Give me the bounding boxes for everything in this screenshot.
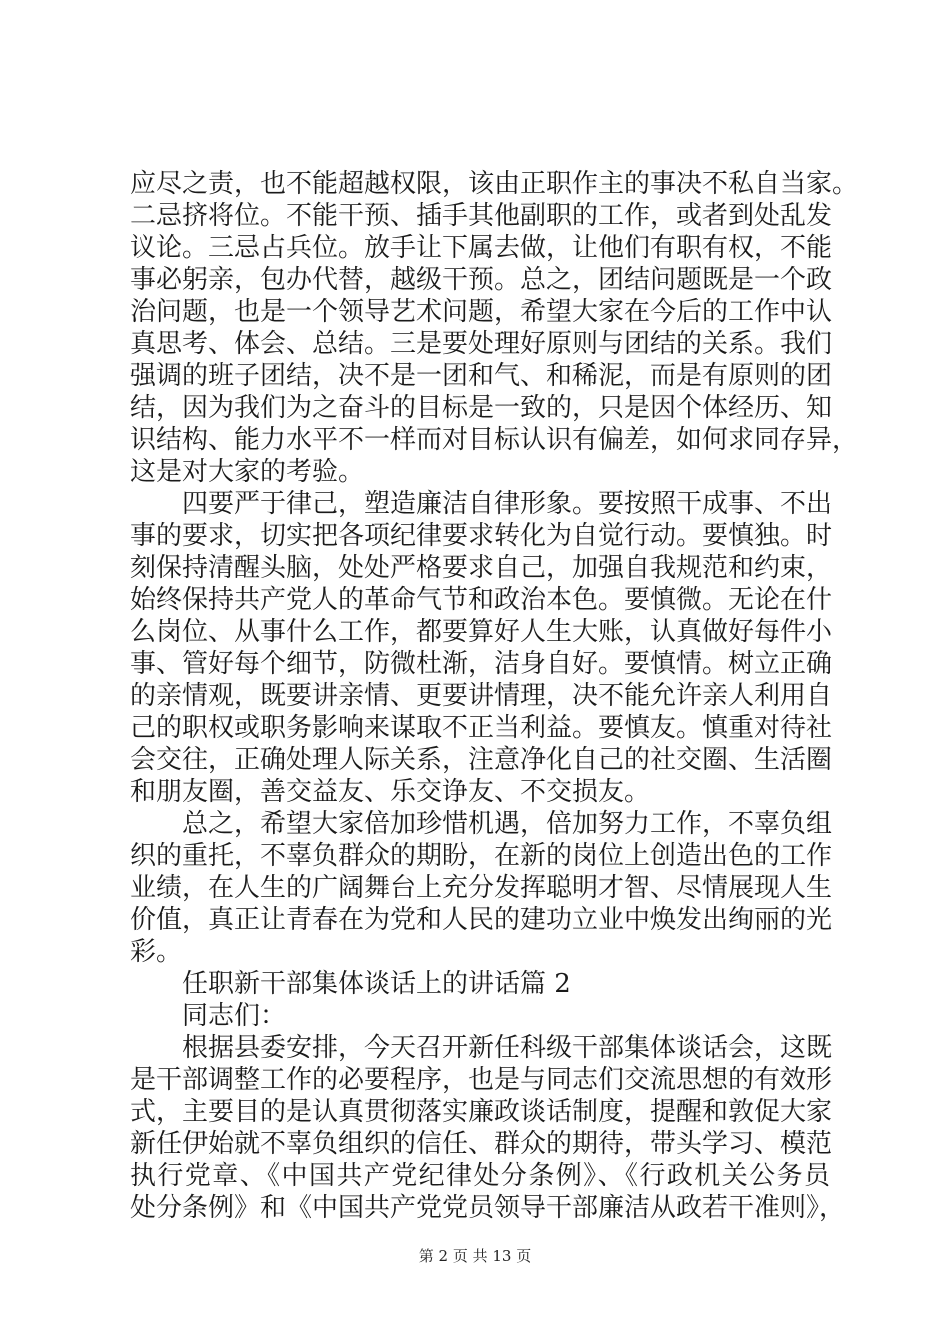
text-line: 总之，希望大家倍加珍惜机遇，倍加努力工作，不辜负组 — [182, 809, 833, 839]
text-line: 事、管好每个细节，防微杜渐，洁身自好。要慎情。树立正确 — [130, 649, 833, 679]
text-line: 始终保持共产党人的革命气节和政治本色。要慎微。无论在什 — [130, 585, 833, 615]
text-line: 二忌挤将位。不能干预、插手其他副职的工作，或者到处乱发 — [130, 201, 833, 231]
text-line: 结，因为我们为之奋斗的目标是一致的，只是因个体经历、知 — [130, 393, 833, 423]
text-line: 的亲情观，既要讲亲情、更要讲情理，决不能允许亲人利用自 — [130, 681, 833, 711]
text-line: 事必躬亲，包办代替，越级干预。总之，团结问题既是一个政 — [130, 265, 833, 295]
text-line: 是干部调整工作的必要程序，也是与同志们交流思想的有效形 — [130, 1065, 833, 1095]
text-line: 识结构、能力水平不一样而对目标认识有偏差，如何求同存异， — [130, 425, 859, 455]
text-line: 和朋友圈，善交益友、乐交诤友、不交损友。 — [130, 777, 651, 807]
text-line: 彩。 — [130, 937, 183, 967]
text-line: 治问题，也是一个领导艺术问题，希望大家在今后的工作中认 — [130, 297, 833, 327]
text-line: 同志们： — [182, 1001, 287, 1031]
text-line: 事的要求，切实把各项纪律要求转化为自觉行动。要慎独。时 — [130, 521, 833, 551]
text-line: 议论。三忌占兵位。放手让下属去做，让他们有职有权，不能 — [130, 233, 833, 263]
text-line: 会交往，正确处理人际关系，注意净化自己的社交圈、生活圈 — [130, 745, 833, 775]
text-line: 刻保持清醒头脑，处处严格要求自己，加强自我规范和约束， — [130, 553, 833, 583]
text-line: 新任伊始就不辜负组织的信任、群众的期待，带头学习、模范 — [130, 1129, 833, 1159]
text-line: 这是对大家的考验。 — [130, 457, 365, 487]
text-line: 任职新干部集体谈话上的讲话篇 2 — [182, 969, 571, 999]
text-line: 价值，真正让青春在为党和人民的建功立业中焕发出绚丽的光 — [130, 905, 833, 935]
text-line: 己的职权或职务影响来谋取不正当利益。要慎友。慎重对待社 — [130, 713, 833, 743]
text-line: 强调的班子团结，决不是一团和气、和稀泥，而是有原则的团 — [130, 361, 833, 391]
text-line: 业绩，在人生的广阔舞台上充分发挥聪明才智、尽情展现人生 — [130, 873, 833, 903]
text-line: 执行党章、《中国共产党纪律处分条例》、《行政机关公务员 — [130, 1161, 830, 1191]
text-line: 处分条例》和《中国共产党党员领导干部廉洁从政若干准则》， — [130, 1193, 846, 1223]
text-line: 真思考、体会、总结。三是要处理好原则与团结的关系。我们 — [130, 329, 833, 359]
text-line: 根据县委安排，今天召开新任科级干部集体谈话会，这既 — [182, 1033, 833, 1063]
text-line: 应尽之责，也不能超越权限，该由正职作主的事决不私自当家。 — [130, 169, 859, 199]
text-line: 么岗位、从事什么工作，都要算好人生大账，认真做好每件小 — [130, 617, 833, 647]
text-line: 四要严于律己，塑造廉洁自律形象。要按照干成事、不出 — [182, 489, 833, 519]
text-line: 式，主要目的是认真贯彻落实廉政谈话制度，提醒和敦促大家 — [130, 1097, 833, 1127]
document-body — [130, 168, 859, 1224]
text-line: 织的重托，不辜负群众的期盼，在新的岗位上创造出色的工作 — [130, 841, 833, 871]
page-footer: 第 2 页 共 13 页 — [418, 1247, 532, 1265]
